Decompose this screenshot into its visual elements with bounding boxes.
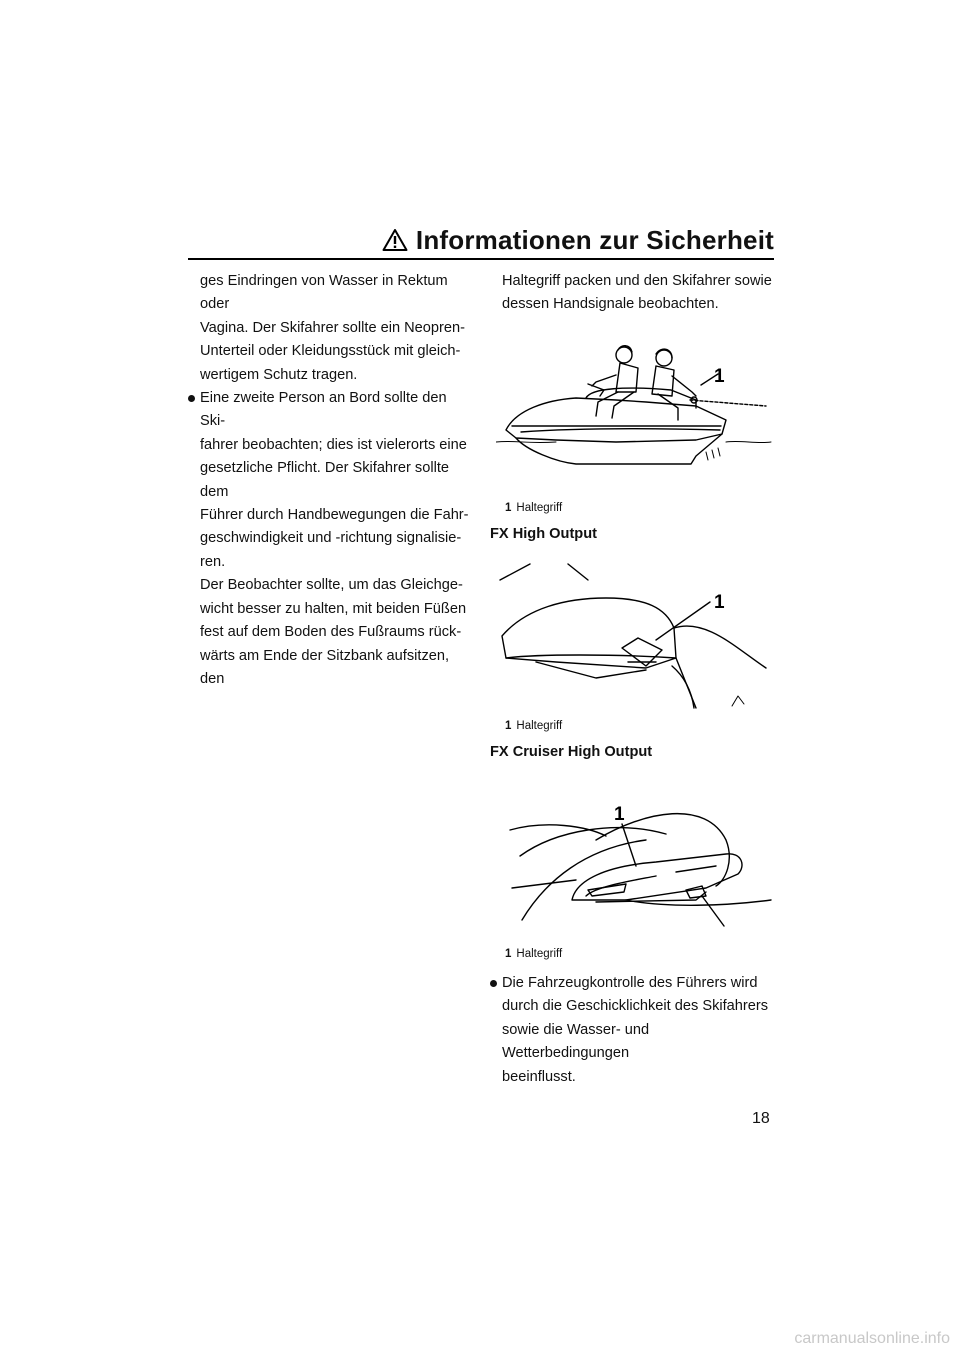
caption-number: 1 [505, 720, 512, 732]
text-line: wicht besser zu halten, mit beiden Füßen [200, 600, 467, 617]
continued-paragraph [188, 270, 470, 387]
caption-text: Haltegriff [516, 948, 563, 960]
text-line: Eine zweite Person an Bord sollte den Ski- [200, 390, 447, 430]
text-line: durch die Geschicklichkeit des Skifahrers [502, 998, 769, 1015]
text-line: sowie die Wasser- und Wetterbedingungen [502, 1021, 650, 1062]
caption-text: Haltegriff [516, 502, 563, 514]
page-title: Informationen zur Sicherheit [415, 224, 774, 255]
text-line: geschwindigkeit und -richtung signalisie- [200, 530, 462, 547]
text-line: Der Beobachter sollte, um das Gleichge- [200, 577, 463, 594]
bullet-dot-icon [490, 980, 497, 987]
right-column-bottom [490, 972, 780, 1089]
text-line: fahrer beobachten; dies ist vielerorts eine [200, 436, 467, 453]
figure-caption [505, 502, 562, 514]
text-line: wertigem Schutz tragen. [200, 366, 358, 383]
bullet-dot-icon [188, 395, 195, 402]
text-line: ges Eindringen von Wasser in Rektum oder [200, 273, 448, 313]
page-number: 18 [752, 1110, 770, 1127]
left-column [188, 270, 470, 691]
text-line: Vagina. Der Skifahrer sollte ein Neopren- [200, 319, 465, 336]
figure-watercraft-riders [496, 330, 776, 480]
continued-paragraph [490, 270, 780, 317]
model-heading: FX Cruiser High Output [490, 744, 653, 760]
figure-caption [505, 720, 562, 732]
page-header [188, 222, 774, 260]
figure-callout: 1 [614, 804, 625, 825]
figure-caption [505, 948, 562, 960]
caption-text: Haltegriff [516, 720, 563, 732]
model-heading: FX High Output [490, 526, 597, 542]
right-column-top [490, 270, 780, 317]
text-line: wärts am Ende der Sitzbank aufsitzen, den [200, 647, 450, 687]
figure-fx-high-output-grip [496, 558, 776, 713]
text-line: Führer durch Handbewegungen die Fahr- [200, 507, 469, 524]
figure-callout: 1 [714, 366, 725, 387]
text-line: Haltegriff packen und den Skifahrer sowie [502, 273, 772, 289]
text-line: Unterteil oder Kleidungsstück mit gleich- [200, 343, 461, 360]
text-line: ren. [200, 553, 226, 570]
warning-triangle-icon [382, 228, 408, 252]
caption-number: 1 [505, 502, 512, 514]
caption-number: 1 [505, 948, 512, 960]
text-line: fest auf dem Boden des Fußraums rück- [200, 624, 462, 641]
text-line: gesetzliche Pflicht. Der Skifahrer sollte dem [200, 460, 450, 500]
bullet-item [490, 972, 780, 1089]
figure-callout: 1 [714, 592, 725, 613]
text-line: dessen Handsignale beobachten. [502, 296, 719, 313]
figure-fx-cruiser-grip [506, 800, 776, 940]
text-line: beeinflusst. [502, 1068, 576, 1085]
watermark: carmanualsonline.info [794, 1330, 950, 1347]
text-line: Die Fahrzeugkontrolle des Führers wird [502, 975, 758, 991]
bullet-item [188, 387, 470, 691]
